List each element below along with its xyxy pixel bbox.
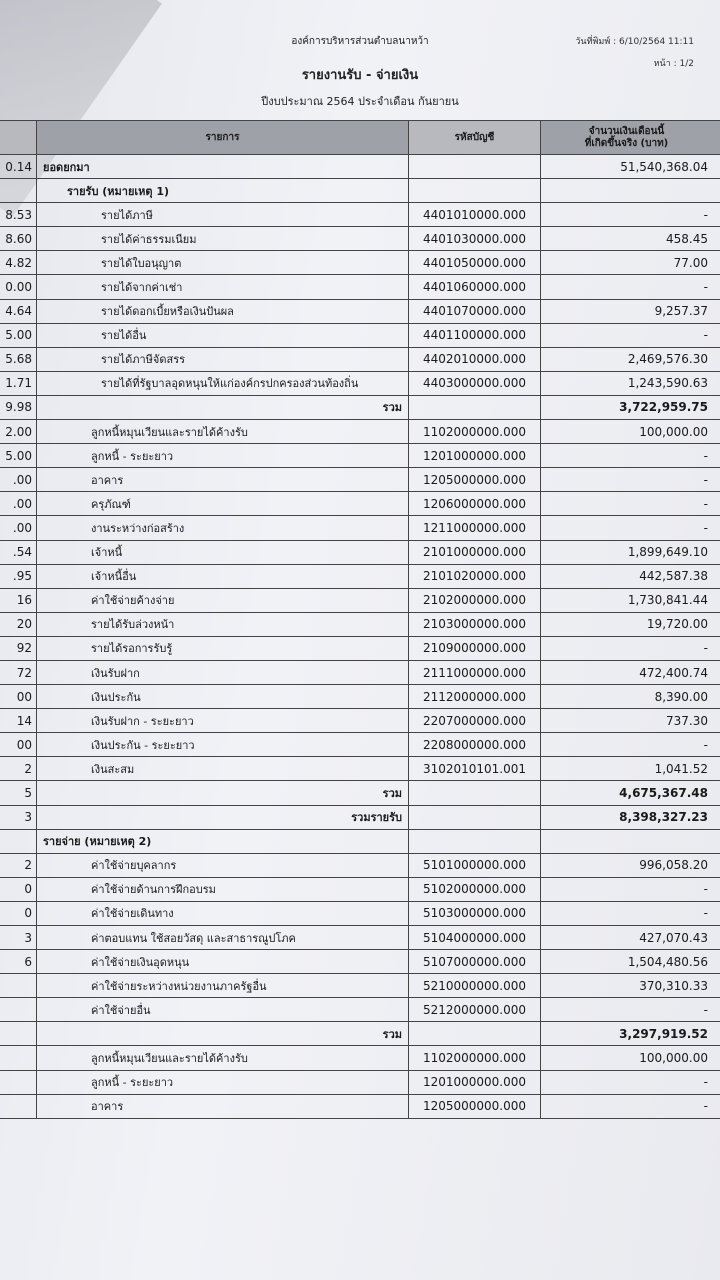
row-left-value: 6	[0, 950, 37, 974]
row-account-code: 1102000000.000	[409, 1046, 541, 1070]
row-account-code: 1102000000.000	[409, 420, 541, 444]
row-left-value	[0, 179, 37, 203]
row-amount: 1,243,590.63	[541, 371, 720, 395]
row-item: ลูกหนี้ - ระยะยาว	[37, 1070, 409, 1094]
table-row	[0, 203, 720, 227]
header-item: รายการ	[37, 121, 409, 155]
table-row	[0, 395, 720, 419]
row-item: รายได้ค่าธรรมเนียม	[37, 227, 409, 251]
table-row	[0, 227, 720, 251]
row-item: ลูกหนี้ - ระยะยาว	[37, 444, 409, 468]
row-amount: 3,722,959.75	[541, 395, 720, 419]
table-row	[0, 612, 720, 636]
row-amount: 100,000.00	[541, 420, 720, 444]
row-left-value: 3	[0, 805, 37, 829]
row-amount: 4,675,367.48	[541, 781, 720, 805]
table-row	[0, 805, 720, 829]
row-amount: -	[541, 901, 720, 925]
row-amount: 442,587.38	[541, 564, 720, 588]
table-row	[0, 251, 720, 275]
report-table	[0, 120, 720, 1119]
row-left-value	[0, 974, 37, 998]
row-account-code: 2208000000.000	[409, 733, 541, 757]
table-row	[0, 299, 720, 323]
row-item: รายได้รอการรับรู้	[37, 636, 409, 660]
row-left-value: 00	[0, 685, 37, 709]
row-amount: 77.00	[541, 251, 720, 275]
row-account-code: 2112000000.000	[409, 685, 541, 709]
row-item: ค่าใช้จ่ายอื่น	[37, 998, 409, 1022]
row-amount: 9,257.37	[541, 299, 720, 323]
table-row	[0, 1094, 720, 1118]
table-row	[0, 685, 720, 709]
row-left-value: .00	[0, 492, 37, 516]
row-left-value	[0, 998, 37, 1022]
table-row	[0, 275, 720, 299]
row-amount: -	[541, 636, 720, 660]
row-account-code: 1205000000.000	[409, 1094, 541, 1118]
table-row	[0, 757, 720, 781]
table-row	[0, 877, 720, 901]
table-row	[0, 660, 720, 684]
row-left-value: 5	[0, 781, 37, 805]
row-amount: -	[541, 468, 720, 492]
row-amount: 370,310.33	[541, 974, 720, 998]
row-amount: 100,000.00	[541, 1046, 720, 1070]
table-row	[0, 1022, 720, 1046]
org-name: องค์การบริหารส่วนตำบลนาหว้า	[291, 36, 429, 47]
row-account-code	[409, 781, 541, 805]
table-row	[0, 950, 720, 974]
table-row	[0, 540, 720, 564]
row-amount: 737.30	[541, 709, 720, 733]
row-account-code: 5107000000.000	[409, 950, 541, 974]
row-item: อาคาร	[37, 1094, 409, 1118]
row-amount: 1,899,649.10	[541, 540, 720, 564]
row-item: รายได้ภาษี	[37, 203, 409, 227]
row-account-code: 5102000000.000	[409, 877, 541, 901]
row-account-code: 4403000000.000	[409, 371, 541, 395]
row-left-value: .95	[0, 564, 37, 588]
table-row	[0, 1046, 720, 1070]
row-item: รายได้อื่น	[37, 323, 409, 347]
table-row	[0, 733, 720, 757]
table-row	[0, 444, 720, 468]
header-code: รหัสบัญชี	[409, 121, 541, 155]
row-account-code: 2207000000.000	[409, 709, 541, 733]
header-amount-line1: จำนวนเงินเดือนนี้	[588, 125, 665, 137]
row-item: เงินประกัน - ระยะยาว	[37, 733, 409, 757]
table-row	[0, 926, 720, 950]
row-account-code: 2111000000.000	[409, 660, 541, 684]
row-account-code: 5104000000.000	[409, 926, 541, 950]
row-amount: -	[541, 492, 720, 516]
row-left-value: 14	[0, 709, 37, 733]
row-item: เงินสะสม	[37, 757, 409, 781]
row-item: ค่าใช้จ่ายค้างจ่าย	[37, 588, 409, 612]
row-left-value: 72	[0, 660, 37, 684]
table-row	[0, 347, 720, 371]
row-item: ครุภัณฑ์	[37, 492, 409, 516]
row-left-value: 92	[0, 636, 37, 660]
row-item: รวม	[37, 1022, 409, 1046]
table-row	[0, 709, 720, 733]
row-item: ค่าใช้จ่ายระหว่างหน่วยงานภาครัฐอื่น	[37, 974, 409, 998]
row-account-code	[409, 829, 541, 853]
row-left-value: 3	[0, 926, 37, 950]
row-item: เงินประกัน	[37, 685, 409, 709]
row-amount: -	[541, 1070, 720, 1094]
row-account-code	[409, 179, 541, 203]
row-account-code: 2101000000.000	[409, 540, 541, 564]
table-row	[0, 588, 720, 612]
row-item: ค่าใช้จ่ายบุคลากร	[37, 853, 409, 877]
row-amount: 1,041.52	[541, 757, 720, 781]
table-header-row	[0, 121, 720, 155]
row-item: ลูกหนี้หมุนเวียนและรายได้ค้างรับ	[37, 1046, 409, 1070]
page-number: หน้า : 1/2	[653, 59, 694, 69]
report-title: รายงานรับ - จ่ายเงิน	[301, 68, 419, 83]
table-row	[0, 829, 720, 853]
report-period: ปีงบประมาณ 2564 ประจำเดือน กันยายน	[261, 95, 459, 108]
row-item: รายได้ดอกเบี้ยหรือเงินปันผล	[37, 299, 409, 323]
row-left-value: 0.00	[0, 275, 37, 299]
row-account-code: 1211000000.000	[409, 516, 541, 540]
row-account-code: 5210000000.000	[409, 974, 541, 998]
row-left-value	[0, 1046, 37, 1070]
row-left-value: 0	[0, 901, 37, 925]
table-row	[0, 323, 720, 347]
row-account-code	[409, 1022, 541, 1046]
row-left-value: 20	[0, 612, 37, 636]
table-row	[0, 516, 720, 540]
row-account-code: 1201000000.000	[409, 444, 541, 468]
row-amount: 458.45	[541, 227, 720, 251]
table-row	[0, 901, 720, 925]
row-amount: 51,540,368.04	[541, 155, 720, 179]
row-account-code: 4401100000.000	[409, 323, 541, 347]
row-left-value: 5.68	[0, 347, 37, 371]
row-item: ยอดยกมา	[37, 155, 409, 179]
table-row	[0, 853, 720, 877]
row-account-code: 3102010101.001	[409, 757, 541, 781]
row-amount: -	[541, 323, 720, 347]
row-left-value: 5.00	[0, 323, 37, 347]
row-item: เจ้าหนี้อื่น	[37, 564, 409, 588]
row-item: ค่าใช้จ่ายเดินทาง	[37, 901, 409, 925]
row-item: งานระหว่างก่อสร้าง	[37, 516, 409, 540]
row-amount: -	[541, 998, 720, 1022]
row-account-code: 4402010000.000	[409, 347, 541, 371]
row-item: เจ้าหนี้	[37, 540, 409, 564]
row-amount: 1,730,841.44	[541, 588, 720, 612]
row-left-value: 16	[0, 588, 37, 612]
report-table-body	[0, 121, 720, 1119]
row-amount: 1,504,480.56	[541, 950, 720, 974]
row-amount	[541, 829, 720, 853]
row-left-value: 1.71	[0, 371, 37, 395]
row-amount: 8,390.00	[541, 685, 720, 709]
table-row	[0, 371, 720, 395]
row-amount: 3,297,919.52	[541, 1022, 720, 1046]
row-item: เงินรับฝาก - ระยะยาว	[37, 709, 409, 733]
row-item: ลูกหนี้หมุนเวียนและรายได้ค้างรับ	[37, 420, 409, 444]
row-account-code: 1206000000.000	[409, 492, 541, 516]
row-account-code: 4401030000.000	[409, 227, 541, 251]
row-item: ค่าตอบแทน ใช้สอยวัสดุ และสาธารณูปโภค	[37, 926, 409, 950]
row-item: รายได้ภาษีจัดสรร	[37, 347, 409, 371]
row-account-code: 4401050000.000	[409, 251, 541, 275]
row-item: ค่าใช้จ่ายด้านการฝึกอบรม	[37, 877, 409, 901]
table-row	[0, 636, 720, 660]
header-amount-line2: ที่เกิดขึ้นจริง (บาท)	[584, 137, 669, 149]
row-item: อาคาร	[37, 468, 409, 492]
row-item: รายได้รับล่วงหน้า	[37, 612, 409, 636]
row-item: เงินรับฝาก	[37, 660, 409, 684]
row-left-value	[0, 1094, 37, 1118]
table-row	[0, 564, 720, 588]
row-amount: 996,058.20	[541, 853, 720, 877]
row-amount: 2,469,576.30	[541, 347, 720, 371]
table-row	[0, 420, 720, 444]
row-account-code: 1205000000.000	[409, 468, 541, 492]
row-amount: -	[541, 877, 720, 901]
row-item: รายจ่าย (หมายเหตุ 2)	[37, 829, 409, 853]
row-item: รวม	[37, 781, 409, 805]
row-amount: 472,400.74	[541, 660, 720, 684]
header-left-cell	[0, 121, 37, 155]
table-row	[0, 781, 720, 805]
row-account-code	[409, 155, 541, 179]
row-account-code: 5212000000.000	[409, 998, 541, 1022]
row-item: รวม	[37, 395, 409, 419]
table-row	[0, 179, 720, 203]
row-amount	[541, 179, 720, 203]
row-item: รายได้ที่รัฐบาลอุดหนุนให้แก่องค์กรปกครองส่วนท้องถิ่น	[37, 371, 409, 395]
table-row	[0, 998, 720, 1022]
row-left-value: 4.82	[0, 251, 37, 275]
row-left-value	[0, 1070, 37, 1094]
row-left-value: 2	[0, 853, 37, 877]
row-amount: -	[541, 516, 720, 540]
row-amount: -	[541, 733, 720, 757]
row-left-value	[0, 1022, 37, 1046]
row-left-value	[0, 829, 37, 853]
row-item: รายได้ใบอนุญาต	[37, 251, 409, 275]
row-amount: 427,070.43	[541, 926, 720, 950]
row-account-code: 4401060000.000	[409, 275, 541, 299]
row-amount: 19,720.00	[541, 612, 720, 636]
row-left-value: 0	[0, 877, 37, 901]
row-left-value: 8.53	[0, 203, 37, 227]
row-account-code: 5101000000.000	[409, 853, 541, 877]
row-left-value: .54	[0, 540, 37, 564]
row-amount: -	[541, 203, 720, 227]
row-amount: 8,398,327.23	[541, 805, 720, 829]
row-account-code: 1201000000.000	[409, 1070, 541, 1094]
row-amount: -	[541, 275, 720, 299]
row-left-value: 2	[0, 757, 37, 781]
table-row	[0, 974, 720, 998]
row-item: รวมรายรับ	[37, 805, 409, 829]
row-left-value: 00	[0, 733, 37, 757]
row-account-code: 2103000000.000	[409, 612, 541, 636]
print-date: วันที่พิมพ์ : 6/10/2564 11:11	[575, 37, 694, 47]
table-row	[0, 1070, 720, 1094]
row-amount: -	[541, 444, 720, 468]
row-left-value: 0.14	[0, 155, 37, 179]
table-row	[0, 468, 720, 492]
table-row	[0, 492, 720, 516]
table-row	[0, 155, 720, 179]
row-left-value: 9.98	[0, 395, 37, 419]
row-account-code: 4401070000.000	[409, 299, 541, 323]
row-account-code: 5103000000.000	[409, 901, 541, 925]
row-account-code: 2101020000.000	[409, 564, 541, 588]
row-account-code: 2109000000.000	[409, 636, 541, 660]
row-left-value: 8.60	[0, 227, 37, 251]
row-account-code: 4401010000.000	[409, 203, 541, 227]
row-left-value: 5.00	[0, 444, 37, 468]
row-left-value: .00	[0, 468, 37, 492]
row-left-value: .00	[0, 516, 37, 540]
header-amount	[541, 121, 720, 155]
row-item: ค่าใช้จ่ายเงินอุดหนุน	[37, 950, 409, 974]
row-amount: -	[541, 1094, 720, 1118]
row-account-code: 2102000000.000	[409, 588, 541, 612]
row-left-value: 4.64	[0, 299, 37, 323]
row-left-value: 2.00	[0, 420, 37, 444]
row-account-code	[409, 805, 541, 829]
row-account-code	[409, 395, 541, 419]
row-item: รายได้จากค่าเช่า	[37, 275, 409, 299]
row-item: รายรับ (หมายเหตุ 1)	[37, 179, 409, 203]
